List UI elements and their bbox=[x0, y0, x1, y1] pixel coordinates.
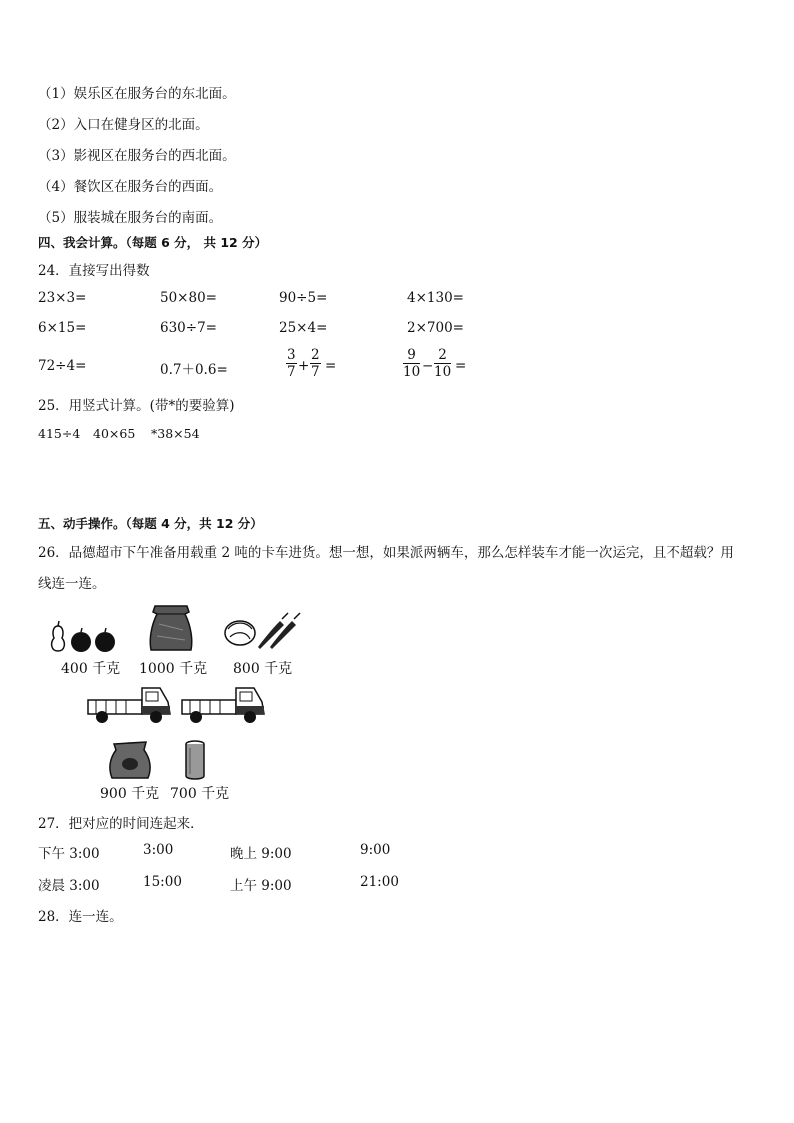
direction-statement-5: （5）服装城在服务台的南面。 bbox=[38, 210, 223, 226]
vertical-calc-item: 415÷4 bbox=[38, 426, 81, 441]
numerator: 2 bbox=[311, 347, 320, 363]
equals-sign: = bbox=[325, 358, 337, 374]
calc-item: 25×4= bbox=[279, 320, 328, 336]
time-item: 3:00 bbox=[143, 842, 174, 858]
sack-icon bbox=[147, 600, 195, 654]
direction-statement-1: （1）娱乐区在服务台的东北面。 bbox=[38, 86, 236, 102]
direction-statement-3: （3）影视区在服务台的西北面。 bbox=[38, 148, 236, 164]
calc-item: 4×130= bbox=[407, 290, 464, 306]
calc-item: 630÷7= bbox=[160, 320, 217, 336]
question-28-title: 28．连一连。 bbox=[38, 909, 123, 925]
time-item: 15:00 bbox=[143, 874, 182, 890]
goods-label: 700 千克 bbox=[170, 786, 230, 802]
time-item: 9:00 bbox=[360, 842, 391, 858]
calc-item: 2×700= bbox=[407, 320, 464, 336]
calc-item: 0.7＋0.6= bbox=[160, 362, 228, 378]
vegetable-icon bbox=[220, 611, 304, 651]
denominator: 7 bbox=[311, 364, 320, 380]
calc-item: 6×15= bbox=[38, 320, 87, 336]
plus-sign: + bbox=[298, 358, 310, 374]
bag-icon bbox=[108, 738, 152, 780]
vertical-calc-item: *38×54 bbox=[151, 426, 200, 441]
fraction bbox=[310, 347, 321, 380]
time-item: 凌晨 3:00 bbox=[38, 878, 100, 894]
truck-icon bbox=[180, 684, 268, 726]
question-26-line-1: 26．品德超市下午准备用载重 2 吨的卡车进货。想一想，如果派两辆车，那么怎样装车才能一次运完，且不超载？用 bbox=[38, 545, 734, 561]
barrel-icon bbox=[184, 740, 206, 780]
goods-label: 400 千克 bbox=[61, 661, 121, 677]
fraction bbox=[434, 347, 451, 380]
denominator: 10 bbox=[403, 364, 421, 380]
question-26-line-2: 线连一连。 bbox=[38, 576, 106, 592]
numerator: 3 bbox=[287, 347, 296, 363]
section-5-heading: 五、动手操作。（每题 4 分，共 12 分） bbox=[38, 516, 263, 531]
question-25-title: 25．用竖式计算。(带*的要验算) bbox=[38, 398, 235, 414]
goods-label: 900 千克 bbox=[100, 786, 160, 802]
time-item: 下午 3:00 bbox=[38, 846, 100, 862]
calc-item: 72÷4= bbox=[38, 358, 87, 374]
fruit-icon bbox=[46, 616, 120, 654]
goods-label: 800 千克 bbox=[233, 661, 293, 677]
fraction bbox=[403, 347, 420, 380]
calc-item: 23×3= bbox=[38, 290, 87, 306]
truck-icon bbox=[86, 684, 174, 726]
goods-label: 1000 千克 bbox=[139, 661, 208, 677]
time-item: 上午 9:00 bbox=[230, 878, 292, 894]
denominator: 10 bbox=[434, 364, 452, 380]
numerator: 9 bbox=[403, 347, 420, 364]
time-item: 晚上 9:00 bbox=[230, 846, 292, 862]
denominator: 7 bbox=[287, 364, 296, 380]
time-item: 21:00 bbox=[360, 874, 399, 890]
fraction bbox=[286, 347, 297, 380]
vertical-calc-item: 40×65 bbox=[93, 426, 136, 441]
section-4-heading: 四、我会计算。（每题 6 分， 共 12 分） bbox=[38, 235, 268, 250]
direction-statement-4: （4）餐饮区在服务台的西面。 bbox=[38, 179, 223, 195]
equals-sign: = bbox=[455, 358, 467, 374]
question-27-title: 27．把对应的时间连起来． bbox=[38, 816, 204, 832]
calc-item: 90÷5= bbox=[279, 290, 328, 306]
numerator: 2 bbox=[434, 347, 451, 364]
question-24-title: 24．直接写出得数 bbox=[38, 263, 150, 279]
direction-statement-2: （2）入口在健身区的北面。 bbox=[38, 117, 209, 133]
calc-item: 50×80= bbox=[160, 290, 217, 306]
minus-sign: − bbox=[422, 358, 434, 374]
